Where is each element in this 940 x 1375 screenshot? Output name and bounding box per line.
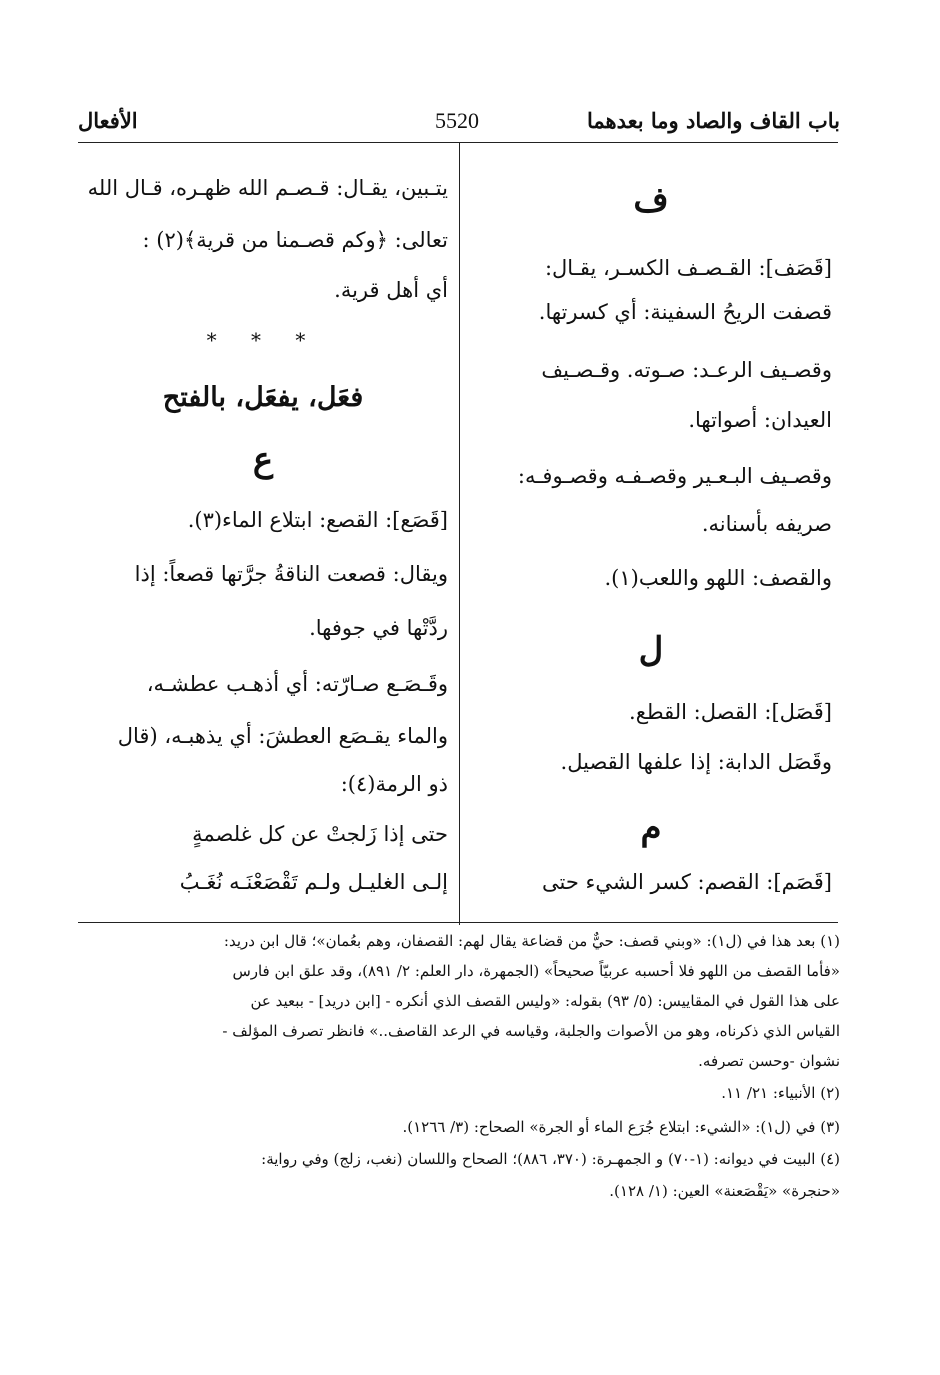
entry-qasl-line-2: وقَصَل الدابة: إذا علفها القصيل. bbox=[560, 750, 832, 774]
footnote-line: «فأما القصف من اللهو فلا أحسبه عربيّاً صحيحاً» (الجمهرة، دار العلم: ٢/ ٨٩١)، وقد علق ابن فارس bbox=[232, 962, 840, 980]
letter-heading-lam: ل bbox=[638, 630, 664, 670]
entry-qasf-line-2: قصفت الريحُ السفينة: أي كسرتها. bbox=[538, 300, 832, 324]
entry-qasa-line-6: ذو الرمة(٤): bbox=[340, 772, 448, 796]
entry-qasm-line-1: [قَصَم]: القصم: كسر الشيء حتى bbox=[542, 870, 832, 894]
entry-baeer-line-2: صريفه بأسنانه. bbox=[701, 512, 832, 536]
letter-heading-fa: ف bbox=[633, 180, 669, 220]
footnote-line: على هذا القول في المقاييس: (٥/ ٩٣) بقوله: «وليس القصف الذي أنكره - [ابن دريد] - ببعيد عن bbox=[250, 992, 840, 1010]
footnote-line: (٣) في (ل١): «الشيء: ابتلاع جُرَع الماء أو الجرة» الصحاح: (٣/ ١٢٦٦). bbox=[402, 1118, 840, 1136]
footnotes bbox=[78, 0, 840, 1375]
entry-lahw: والقصف: اللهو واللعب(١). bbox=[604, 566, 832, 590]
entry-qasm-line-3: تعالى: ﴿وكم قصـمنا من قرية﴾(٢) : bbox=[142, 228, 448, 252]
footnote-line: (٢) الأنبياء: ٢١/ ١١. bbox=[721, 1084, 840, 1102]
section-heading: الأفعال bbox=[78, 108, 138, 133]
footnote-line: (٤) البيت في ديوانه: (١-٧٠) و الجمهـرة: (٣٧٠، ٨٨٦)؛ الصحاح واللسان (نغب، زلج) وفي رواية: bbox=[261, 1150, 840, 1168]
chapter-title: باب القاف والصاد وما بعدهما bbox=[586, 108, 840, 133]
page-number: 5520 bbox=[435, 108, 479, 133]
section-separator-stars: * * * bbox=[206, 328, 320, 352]
verse-line-2: إلـى الغليـل ولـم تَقْصَعْنَـه نُغَـبُ bbox=[179, 870, 448, 894]
footnote-line: نشوان -وحسن تصرفه. bbox=[698, 1052, 840, 1070]
entry-qasa-line-3: ردَّتْها في جوفها. bbox=[309, 616, 448, 640]
footnote-line: القياس الذي ذكرناه، وهو من الأصوات والجلبة، وقياسه في الرعد القاصف..» فانظر تصرف المؤلف - bbox=[222, 1022, 840, 1040]
footnote-line: (١) بعد هذا في (ل١): «وبني قصف: حيٌّ من قضاعة يقال لهم: القصفان، وهم بعُمان»؛ قال ابن دريد: bbox=[223, 932, 840, 950]
entry-qasa-line-2: ويقال: قصعت الناقةُ جرَّتها قصعاً: إذا bbox=[134, 562, 448, 586]
entry-qasl-line-1: [قَصَل]: القصل: القطع. bbox=[629, 700, 832, 724]
entry-qasa-line-5: والماء يقـصَع العطشَ: أي يذهبـه، (قال bbox=[117, 724, 448, 748]
letter-heading-ain: ع bbox=[252, 440, 274, 480]
entry-qasm-line-2: يتـبين، يقـال: قـصـم الله ظهـره، قـال الله bbox=[87, 176, 448, 200]
entry-qasm-line-4: أي أهل قرية. bbox=[334, 278, 448, 302]
entry-baeer-line-1: وقصـيف البـعـير وقصـفـه وقصـوفـه: bbox=[517, 464, 832, 488]
entry-qasif-line-1: وقصـيف الرعـد: صـوته. وقـصـيف bbox=[541, 358, 832, 382]
entry-qasa-line-1: [قَصَع]: القصع: ابتلاع الماء(٣). bbox=[187, 508, 448, 532]
letter-heading-mim: م bbox=[640, 808, 662, 848]
footnote-line: «حنجرة» «يَقْصَعنة» العين: (١/ ١٢٨). bbox=[609, 1182, 840, 1200]
verse-line-1: حتى إذا زَلجتْ عن كل غلصمةٍ bbox=[192, 822, 448, 846]
entry-qasa-line-4: وقَـصَـع صـارّته: أي أذهـب عطشـه، bbox=[146, 672, 448, 696]
verb-form-title: فعَل، يفعَل، بالفتح bbox=[162, 382, 364, 413]
entry-qasif-line-2: العيدان: أصواتها. bbox=[688, 408, 832, 432]
entry-qasf-line-1: [قَصَف]: القـصـف الكسـر، يقـال: bbox=[544, 256, 832, 280]
